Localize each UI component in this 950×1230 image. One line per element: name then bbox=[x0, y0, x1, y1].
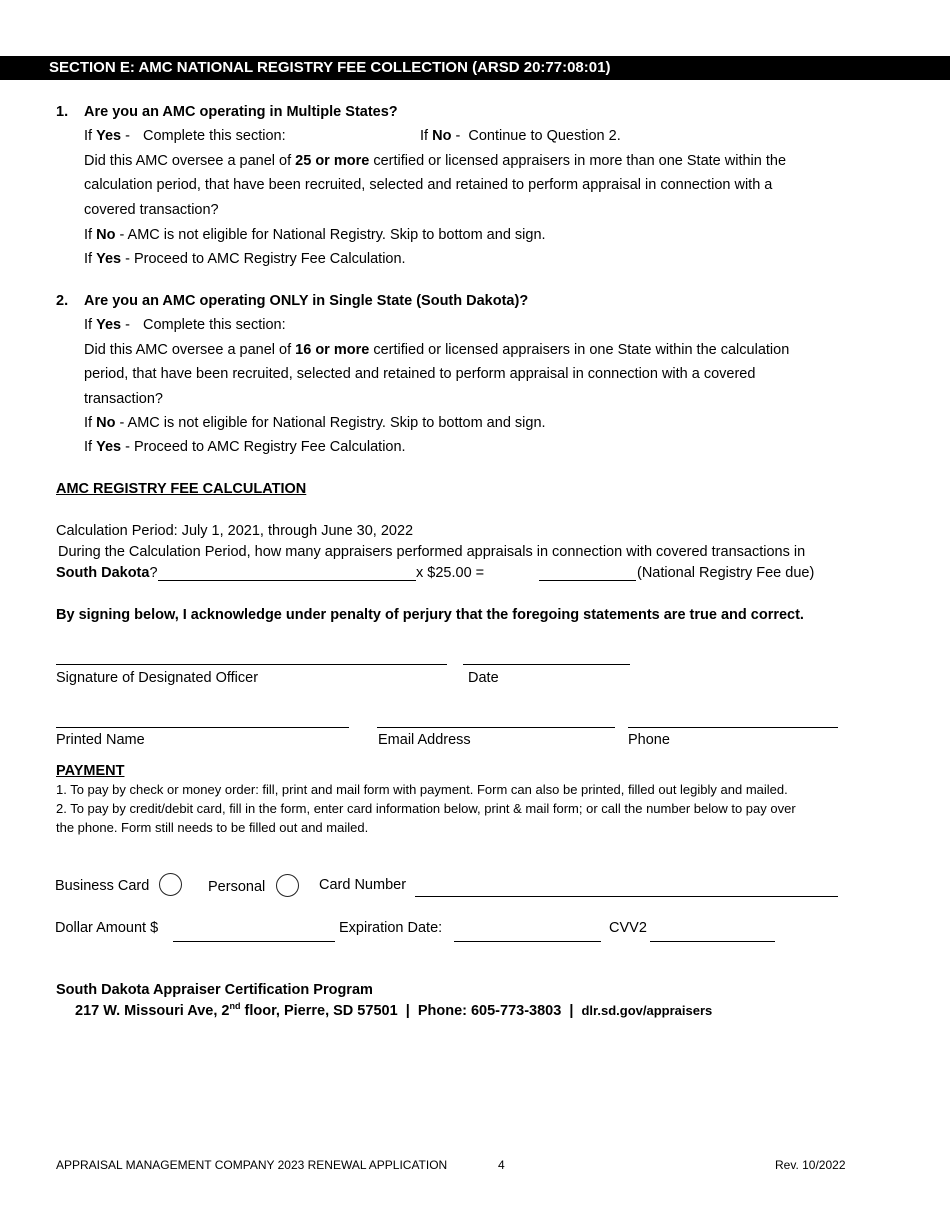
q2-if-yes bbox=[84, 317, 130, 333]
payment-instruction-1: 1. To pay by check or money order: fill, print and mail form with payment. Form can also be printed, filled out legibly and mailed. bbox=[56, 782, 788, 797]
q2-detail-bold: 16 or more bbox=[295, 342, 370, 358]
q1-detail-pre: Did this AMC oversee a panel of bbox=[84, 153, 292, 169]
q1-if-no-line bbox=[84, 227, 546, 243]
printed-name-field[interactable] bbox=[56, 727, 349, 728]
section-header: SECTION E: AMC NATIONAL REGISTRY FEE COLLECTION (ARSD 20:77:08:01) bbox=[0, 56, 950, 80]
no-label: No bbox=[96, 415, 116, 431]
yes-label: Yes bbox=[96, 251, 122, 267]
q2-detail-line2: period, that have been recruited, selected and retained to perform appraisal in connection with a covered bbox=[84, 366, 756, 382]
if-label: If bbox=[84, 317, 93, 333]
q1-detail-line2: calculation period, that have been recruited, selected and retained to perform appraisal in connection with a bbox=[84, 177, 773, 193]
q2-question: Are you an AMC operating ONLY in Single State (South Dakota)? bbox=[84, 293, 529, 309]
contact-phone: Phone: 605-773-3803 bbox=[417, 1003, 562, 1019]
if-label: If bbox=[84, 128, 93, 144]
phone-field[interactable] bbox=[628, 727, 838, 728]
email-field[interactable] bbox=[377, 727, 615, 728]
state-name: South Dakota bbox=[56, 565, 150, 581]
dollar-amount-label: Dollar Amount $ bbox=[55, 920, 159, 936]
fee-heading: AMC REGISTRY FEE CALCULATION bbox=[56, 481, 307, 497]
email-label: Email Address bbox=[378, 732, 471, 748]
q1-if-no bbox=[420, 128, 621, 144]
if-label: If bbox=[84, 415, 93, 431]
dash: - bbox=[455, 128, 461, 144]
question-mark: ? bbox=[149, 565, 158, 581]
payment-instruction-2b: the phone. Form still needs to be filled out and mailed. bbox=[56, 820, 369, 835]
if-label: If bbox=[420, 128, 429, 144]
expiration-label: Expiration Date: bbox=[339, 920, 443, 936]
dollar-amount-field[interactable] bbox=[173, 941, 335, 942]
if-label: If bbox=[84, 439, 93, 455]
fee-due-label: (National Registry Fee due) bbox=[637, 565, 815, 581]
appraisers-count-field[interactable] bbox=[158, 580, 416, 581]
q1-detail-bold: 25 or more bbox=[295, 153, 370, 169]
calculation-period: Calculation Period: July 1, 2021, through June 30, 2022 bbox=[56, 523, 414, 539]
date-field[interactable] bbox=[463, 664, 630, 665]
q2-if-no-line bbox=[84, 415, 546, 431]
cvv2-field[interactable] bbox=[650, 941, 775, 942]
card-number-field[interactable] bbox=[415, 896, 838, 897]
q1-if-yes bbox=[84, 128, 130, 144]
dash: - bbox=[125, 128, 130, 144]
yes-label: Yes bbox=[96, 317, 122, 333]
q1-if-yes-text: - Proceed to AMC Registry Fee Calculation. bbox=[125, 251, 406, 267]
q2-detail-pre: Did this AMC oversee a panel of bbox=[84, 342, 292, 358]
separator: | bbox=[405, 1003, 410, 1019]
yes-label: Yes bbox=[96, 128, 122, 144]
cvv2-label: CVV2 bbox=[609, 920, 647, 936]
printed-name-label: Printed Name bbox=[56, 732, 145, 748]
personal-label: Personal bbox=[208, 879, 266, 895]
fee-multiplier: x $25.00 = bbox=[416, 565, 485, 581]
signature-label: Signature of Designated Officer bbox=[56, 670, 259, 686]
q2-if-yes-text: - Proceed to AMC Registry Fee Calculation. bbox=[125, 439, 406, 455]
q1-detail-line1 bbox=[84, 153, 786, 169]
revision: Rev. 10/2022 bbox=[775, 1158, 846, 1172]
q1-question: Are you an AMC operating in Multiple States? bbox=[84, 104, 398, 120]
q1-yes-text: Complete this section: bbox=[143, 128, 286, 144]
signature-field[interactable] bbox=[56, 664, 447, 665]
q2-number: 2. bbox=[56, 293, 69, 309]
website-link[interactable]: dlr.sd.gov/appraisers bbox=[581, 1003, 713, 1018]
q1-detail-post: certified or licensed appraisers in more than one State within the bbox=[373, 153, 787, 169]
dash: - bbox=[125, 317, 130, 333]
address-post: floor, Pierre, SD 57501 bbox=[240, 1003, 398, 1019]
q2-detail-post: certified or licensed appraisers in one State within the calculation bbox=[373, 342, 790, 358]
phone-label: Phone bbox=[628, 732, 670, 748]
payment-instruction-2a: 2. To pay by credit/debit card, fill in the form, enter card information below, print & mail form; or call the number below to pay over bbox=[56, 801, 796, 816]
q1-number: 1. bbox=[56, 104, 69, 120]
if-label: If bbox=[84, 251, 93, 267]
q2-detail-line1 bbox=[84, 342, 789, 358]
acknowledgement: By signing below, I acknowledge under penalty of perjury that the foregoing statements are true and correct. bbox=[56, 607, 804, 623]
payment-heading: PAYMENT bbox=[56, 763, 125, 779]
page-number: 4 bbox=[498, 1158, 505, 1172]
card-number-label: Card Number bbox=[319, 877, 407, 893]
fee-question: During the Calculation Period, how many appraisers performed appraisals in connection with covered transactions in bbox=[58, 544, 806, 560]
if-label: If bbox=[84, 227, 93, 243]
registry-fee-total-field[interactable] bbox=[539, 580, 636, 581]
q1-no-text: Continue to Question 2. bbox=[468, 128, 621, 144]
q2-if-yes-line bbox=[84, 439, 406, 455]
fee-state-line bbox=[56, 565, 158, 581]
q2-yes-text: Complete this section: bbox=[143, 317, 286, 333]
no-label: No bbox=[432, 128, 452, 144]
expiration-field[interactable] bbox=[454, 941, 601, 942]
separator: | bbox=[569, 1003, 574, 1019]
yes-label: Yes bbox=[96, 439, 122, 455]
program-name: South Dakota Appraiser Certification Program bbox=[56, 982, 373, 998]
address-sup: nd bbox=[229, 1001, 241, 1012]
contact-line bbox=[75, 1003, 712, 1019]
q2-if-no-text: - AMC is not eligible for National Registry. Skip to bottom and sign. bbox=[119, 415, 546, 431]
date-label: Date bbox=[468, 670, 499, 686]
q1-if-yes-line bbox=[84, 251, 406, 267]
business-card-label: Business Card bbox=[55, 878, 150, 894]
business-card-radio[interactable] bbox=[159, 873, 182, 896]
q1-detail-line3: covered transaction? bbox=[84, 202, 219, 218]
q1-if-no-text: - AMC is not eligible for National Registry. Skip to bottom and sign. bbox=[119, 227, 546, 243]
no-label: No bbox=[96, 227, 116, 243]
footer-title: APPRAISAL MANAGEMENT COMPANY 2023 RENEWAL APPLICATION bbox=[56, 1158, 448, 1172]
address-pre: 217 W. Missouri Ave, 2 bbox=[75, 1003, 230, 1019]
personal-card-radio[interactable] bbox=[276, 874, 299, 897]
q2-detail-line3: transaction? bbox=[84, 391, 163, 407]
